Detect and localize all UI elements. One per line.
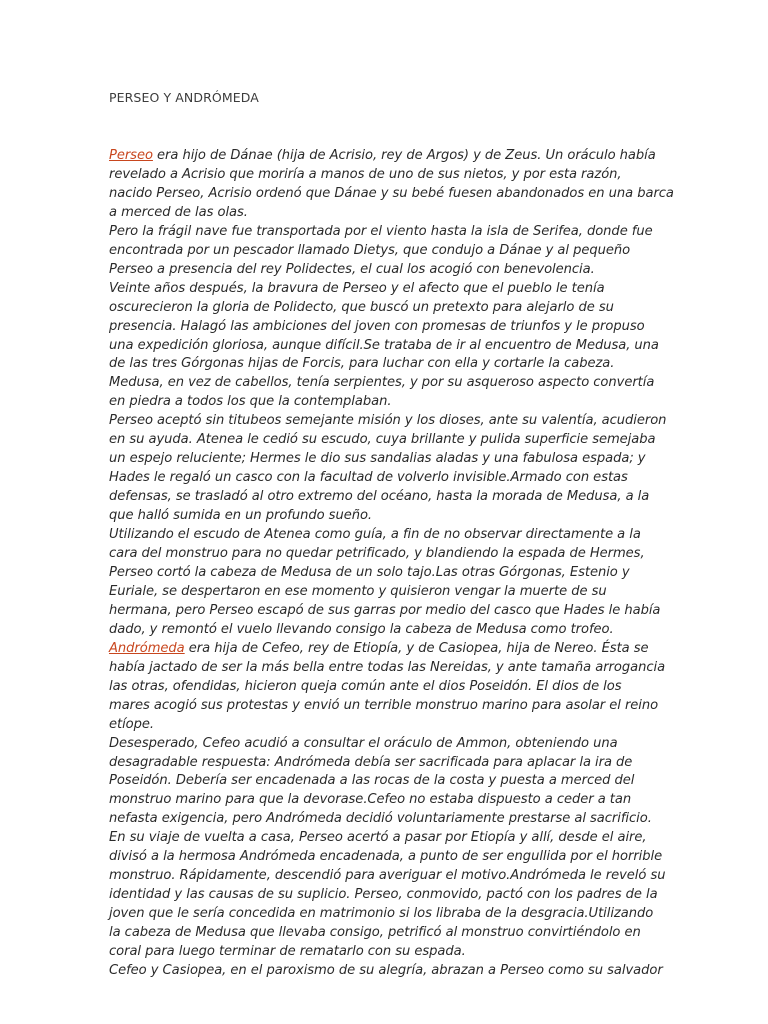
line-text: identidad y las causas de su suplicio. Perseo, conmovido, pactó con los padres de la bbox=[109, 887, 658, 903]
text-line bbox=[109, 507, 669, 526]
line-text: encontrada por un pescador llamado Dietys, que condujo a Dánae y al pequeño bbox=[109, 242, 631, 258]
line-text: Hades le regaló un casco con la facultad de volverlo invisible.Armado con estas bbox=[109, 470, 628, 486]
text-line bbox=[109, 791, 669, 810]
line-text: joven que le sería concedida en matrimonio si los libraba de la desgracia.Utilizando bbox=[109, 906, 654, 922]
text-line bbox=[109, 185, 674, 204]
text-line bbox=[109, 337, 669, 356]
text-line bbox=[109, 867, 669, 886]
text-line bbox=[109, 545, 669, 564]
line-text: Euriale, se despertaron en ese momento y quisieron vengar la muerte de su bbox=[109, 583, 607, 599]
line-text: hermana, pero Perseo escapó de sus garras por medio del casco que Hades le había bbox=[109, 602, 661, 618]
text-line bbox=[109, 412, 669, 431]
text-line bbox=[109, 450, 669, 469]
character-link[interactable]: Andrómeda bbox=[109, 640, 185, 656]
line-text: en su ayuda. Atenea le cedió su escudo, cuya brillante y pulida superficie semejaba bbox=[109, 432, 656, 448]
text-line bbox=[109, 621, 669, 640]
line-text: Poseidón. Debería ser encadenada a las rocas de la costa y puesta a merced del bbox=[109, 773, 635, 789]
line-text: Desesperado, Cefeo acudió a consultar el oráculo de Ammon, obteniendo una bbox=[109, 735, 618, 751]
page-title: PERSEO Y ANDRÓMEDA bbox=[109, 90, 259, 105]
line-text: presencia. Halagó las ambiciones del joven con promesas de triunfos y le propuso bbox=[109, 318, 645, 334]
line-text: nacido Perseo, Acrisio ordenó que Dánae y su bebé fuesen abandonados en una barca bbox=[109, 185, 674, 201]
text-line bbox=[109, 299, 669, 318]
line-text: un espejo reluciente; Hermes le dio sus sandalias aladas y una fabulosa espada; y bbox=[109, 451, 646, 467]
text-line bbox=[109, 318, 669, 337]
line-text: las otras, ofendidas, hicieron queja común ante el dios Poseidón. El dios de los bbox=[109, 678, 622, 694]
text-line bbox=[109, 810, 669, 829]
text-line bbox=[109, 374, 669, 393]
text-line bbox=[109, 602, 669, 621]
line-text: había jactado de ser la más bella entre todas las Nereidas, y ante tamaña arrogancia bbox=[109, 659, 666, 675]
text-line bbox=[109, 924, 669, 943]
line-text: Perseo cortó la cabeza de Medusa de un solo tajo.Las otras Górgonas, Estenio y bbox=[109, 564, 630, 580]
line-text: nefasta exigencia, pero Andrómeda decidió voluntariamente prestarse al sacrificio. bbox=[109, 811, 652, 827]
text-line bbox=[109, 223, 669, 242]
line-text: mares acogió sus protestas y envió un terrible monstruo marino para asolar el reino bbox=[109, 697, 659, 713]
line-text: que halló sumida en un profundo sueño. bbox=[109, 508, 373, 524]
line-text: monstruo marino para que la devorase.Cefeo no estaba dispuesto a ceder a tan bbox=[109, 792, 632, 808]
line-text: en piedra a todos los que la contemplaban. bbox=[109, 394, 392, 410]
line-text: coral para luego terminar de rematarlo con su espada. bbox=[109, 944, 466, 960]
text-line bbox=[109, 261, 669, 280]
text-line bbox=[109, 962, 669, 981]
line-text: a merced de las olas. bbox=[109, 204, 248, 220]
line-text: cara del monstruo para no quedar petrificado, y blandiendo la espada de Hermes, bbox=[109, 546, 645, 562]
text-line bbox=[109, 697, 669, 716]
text-line bbox=[109, 469, 669, 488]
line-text: defensas, se trasladó al otro extremo del océano, hasta la morada de Medusa, a la bbox=[109, 489, 650, 505]
text-line bbox=[109, 905, 669, 924]
line-text: de las tres Górgonas hijas de Forcis, para luchar con ella y cortarle la cabeza. bbox=[109, 356, 615, 372]
text-line bbox=[109, 583, 669, 602]
text-line bbox=[109, 393, 669, 412]
line-text: revelado a Acrisio que moriría a manos de uno de sus nietos, y por esta razón, bbox=[109, 166, 622, 182]
text-line bbox=[109, 716, 669, 735]
text-line bbox=[109, 754, 669, 773]
line-text: etíope. bbox=[109, 716, 155, 732]
story-body bbox=[109, 147, 674, 981]
line-text: oscurecieron la gloria de Polidecto, que buscó un pretexto para alejarlo de su bbox=[109, 299, 614, 315]
line-text: una expedición gloriosa, aunque difícil.Se trataba de ir al encuentro de Medusa, una bbox=[109, 337, 659, 353]
text-line bbox=[109, 735, 669, 754]
line-text: Medusa, en vez de cabellos, tenía serpientes, y por su asqueroso aspecto convertía bbox=[109, 375, 655, 391]
line-text: era hija de Cefeo, rey de Etiopía, y de Casiopea, hija de Nereo. Ésta se bbox=[184, 640, 649, 656]
text-line bbox=[109, 526, 669, 545]
line-text: monstruo. Rápidamente, descendió para averiguar el motivo.Andrómeda le reveló su bbox=[109, 868, 666, 884]
text-line bbox=[109, 659, 669, 678]
line-text: divisó a la hermosa Andrómeda encadenada, a punto de ser engullida por el horrible bbox=[109, 849, 663, 865]
text-line bbox=[109, 488, 669, 507]
text-line bbox=[109, 166, 669, 185]
text-line bbox=[109, 204, 669, 223]
line-text: Cefeo y Casiopea, en el paroxismo de su alegría, abrazan a Perseo como su salvador bbox=[109, 962, 663, 978]
line-text: era hijo de Dánae (hija de Acrisio, rey de Argos) y de Zeus. Un oráculo había bbox=[152, 148, 656, 163]
text-line bbox=[109, 886, 669, 905]
text-line bbox=[109, 848, 669, 867]
line-text: Perseo a presencia del rey Polidectes, el cual los acogió con benevolencia. bbox=[109, 261, 595, 277]
text-line bbox=[109, 280, 669, 299]
line-text: Utilizando el escudo de Atenea como guía, a fin de no observar directamente a la bbox=[109, 527, 641, 543]
line-text: Pero la frágil nave fue transportada por el viento hasta la isla de Serifea, donde fue bbox=[109, 223, 653, 239]
line-text: desagradable respuesta: Andrómeda debía ser sacrificada para aplacar la ira de bbox=[109, 754, 633, 770]
text-line bbox=[109, 640, 669, 659]
line-text: la cabeza de Medusa que llevaba consigo, petrificó al monstruo convirtiéndolo en bbox=[109, 925, 641, 941]
text-line bbox=[109, 829, 669, 848]
text-line bbox=[109, 772, 669, 791]
line-text: Perseo aceptó sin titubeos semejante misión y los dioses, ante su valentía, acudieron bbox=[109, 413, 667, 429]
line-text: Veinte años después, la bravura de Perseo y el afecto que el pueblo le tenía bbox=[109, 280, 605, 296]
text-line bbox=[109, 564, 669, 583]
text-line bbox=[109, 355, 669, 374]
text-line bbox=[109, 678, 669, 697]
text-line bbox=[109, 943, 669, 962]
text-line bbox=[109, 242, 669, 261]
line-text: En su viaje de vuelta a casa, Perseo acertó a pasar por Etiopía y allí, desde el aire, bbox=[109, 830, 647, 846]
line-text: dado, y remontó el vuelo llevando consigo la cabeza de Medusa como trofeo. bbox=[109, 621, 614, 637]
text-line bbox=[109, 147, 669, 166]
character-link[interactable]: Perseo bbox=[109, 148, 153, 163]
text-line bbox=[109, 431, 669, 450]
